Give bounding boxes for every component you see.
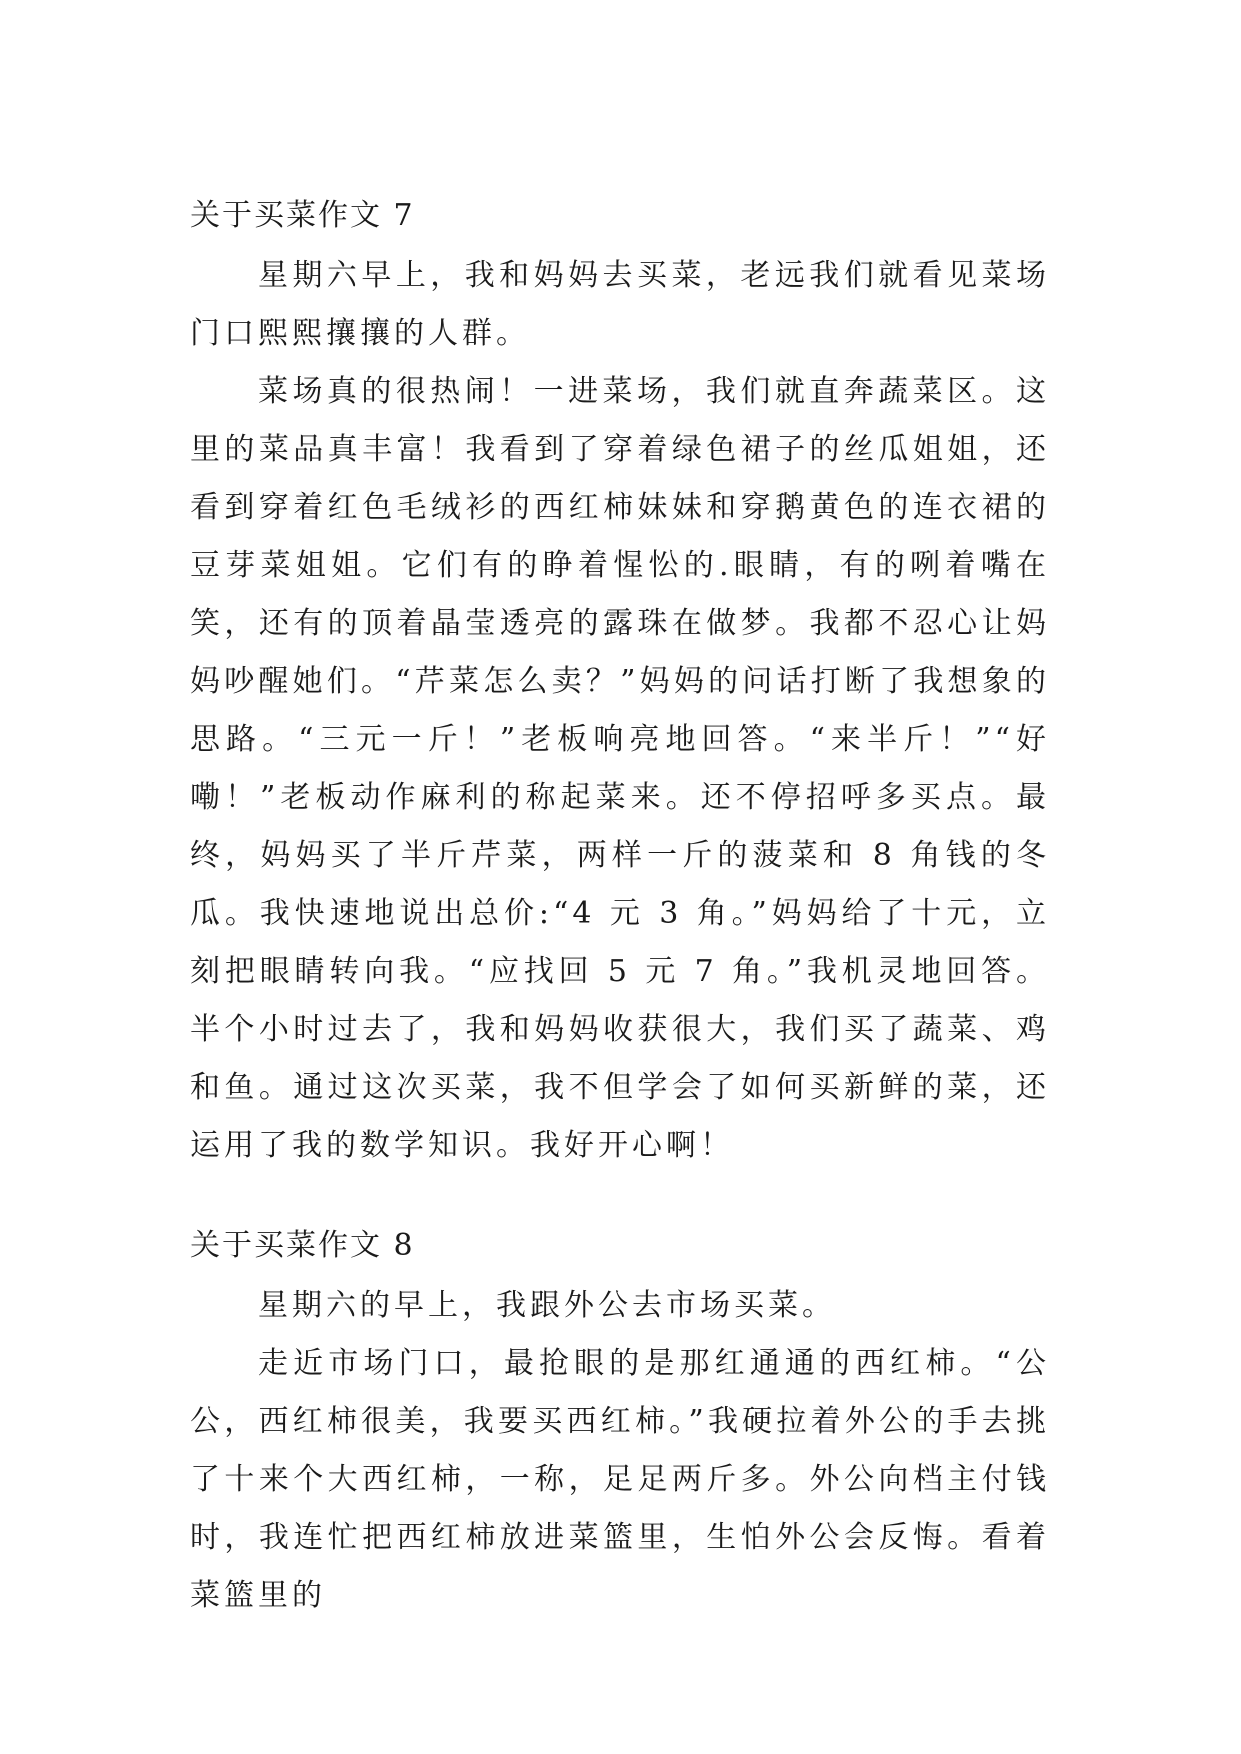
document-content bbox=[190, 193, 1050, 1625]
paragraph: 星期六早上，我和妈妈去买菜，老远我们就看见菜场门口熙熙攘攘的人群。 bbox=[190, 258, 1050, 351]
paragraph: 星期六的早上，我跟外公去市场买菜。 bbox=[258, 1288, 836, 1323]
section-title: 关于买菜作文 7 bbox=[190, 198, 415, 233]
paragraph: 走近市场门口，最抢眼的是那红通通的西红柿。“公公，西红柿很美，我要买西红柿。”我硬拉着外公的手去挑了十来个大西红柿，一称，足足两斤多。外公向档主付钱时，我连忙把西红柿放进菜篮里，生怕外公会反悔。看着菜篮里的 bbox=[190, 1346, 1050, 1613]
essay-section-7 bbox=[190, 193, 1050, 1175]
section-title: 关于买菜作文 8 bbox=[190, 1228, 415, 1263]
paragraph: 菜场真的很热闹！一进菜场，我们就直奔蔬菜区。这里的菜品真丰富！我看到了穿着绿色裙子的丝瓜姐姐，还看到穿着红色毛绒衫的西红柿妹妹和穿鹅黄色的连衣裙的豆芽菜姐姐。它们有的睁着惺忪的.眼睛，有的咧着嘴在笑，还有的顶着晶莹透亮的露珠在做梦。我都不忍心让妈妈吵醒她们。“芹菜怎么卖？”妈妈的问话打断了我想象的思路。“三元一斤！”老板响亮地回答。“来半斤！”“好嘞！”老板动作麻利的称起菜来。还不停招呼多买点。最终，妈妈买了半斤芹菜，两样一斤的菠菜和 8 角钱的冬瓜。我快速地说出总价:“4 元 3 角。”妈妈给了十元，立刻把眼睛转向我。“应找回 5 元 7 角。”我机灵地回答。半个小时过去了，我和妈妈收获很大，我们买了蔬菜、鸡和鱼。通过这次买菜，我不但学会了如何买新鲜的菜，还运用了我的数学知识。我好开心啊！ bbox=[190, 374, 1050, 1163]
essay-section-8 bbox=[190, 1223, 1050, 1625]
